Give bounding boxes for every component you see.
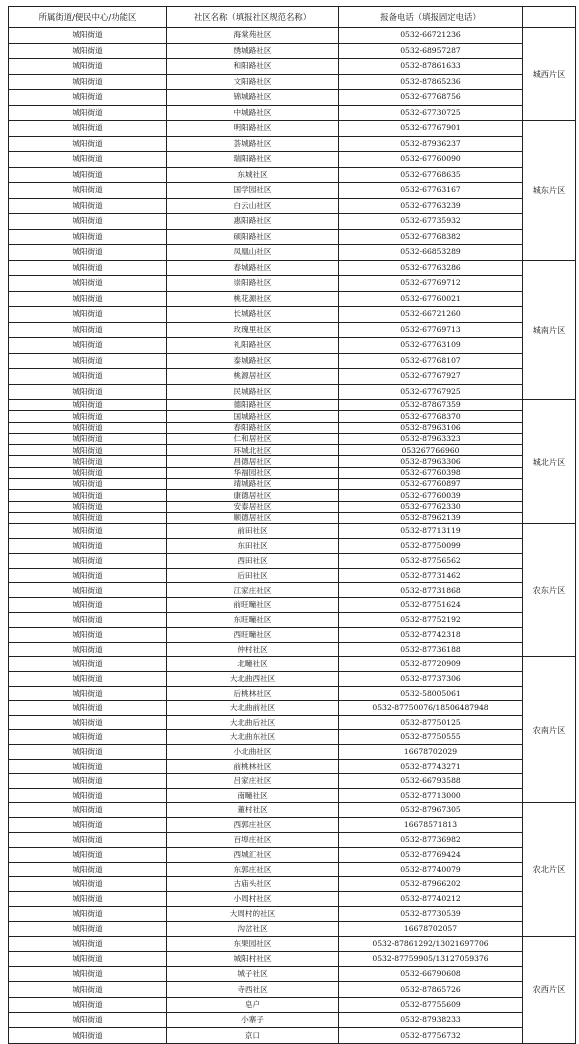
- table-row: [9, 613, 576, 628]
- phone-cell: 053267766960: [339, 445, 523, 456]
- phone-cell: 0532-87752192: [339, 613, 523, 628]
- table-body: [9, 28, 576, 1044]
- street-cell: 城阳街道: [9, 501, 167, 512]
- street-cell: 城阳街道: [9, 400, 167, 411]
- community-cell: 吕家庄社区: [167, 774, 339, 789]
- street-cell: 城阳街道: [9, 433, 167, 444]
- registration-sheet: [8, 6, 575, 1044]
- table-row: [9, 951, 576, 966]
- community-cell: 东城社区: [167, 167, 339, 183]
- street-cell: 城阳街道: [9, 951, 167, 966]
- street-cell: 城阳街道: [9, 105, 167, 121]
- street-cell: 城阳街道: [9, 307, 167, 323]
- table-row: [9, 1028, 576, 1043]
- header-phone: 报备电话（填报固定电话）: [339, 7, 523, 28]
- street-cell: 城阳街道: [9, 198, 167, 214]
- phone-cell: 0532-87867359: [339, 400, 523, 411]
- street-cell: 城阳街道: [9, 877, 167, 892]
- table-row: [9, 43, 576, 59]
- community-cell: 长城路社区: [167, 307, 339, 323]
- community-cell: 东郭庄社区: [167, 862, 339, 877]
- community-cell: 城阳村社区: [167, 951, 339, 966]
- table-row: [9, 307, 576, 323]
- phone-cell: 0532-87963306: [339, 456, 523, 467]
- region-cell: 农南片区: [523, 657, 576, 803]
- street-cell: 城阳街道: [9, 1013, 167, 1028]
- community-cell: 小北曲社区: [167, 745, 339, 760]
- phone-cell: 0532-87740079: [339, 862, 523, 877]
- community-cell: 国城路社区: [167, 411, 339, 422]
- community-cell: 靖城路社区: [167, 479, 339, 490]
- table-row: [9, 642, 576, 657]
- phone-cell: 0532-67760021: [339, 291, 523, 307]
- street-cell: 城阳街道: [9, 730, 167, 745]
- street-cell: 城阳街道: [9, 152, 167, 168]
- phone-cell: 0532-68957287: [339, 43, 523, 59]
- phone-cell: 0532-66853289: [339, 245, 523, 261]
- community-cell: 江家庄社区: [167, 583, 339, 598]
- street-cell: 城阳街道: [9, 183, 167, 199]
- table-row: [9, 512, 576, 523]
- table-row: [9, 774, 576, 789]
- community-cell: 华福园社区: [167, 467, 339, 478]
- table-row: [9, 121, 576, 137]
- phone-cell: 0532-67735932: [339, 214, 523, 230]
- phone-cell: 0532-67768107: [339, 353, 523, 369]
- phone-cell: 0532-87769424: [339, 847, 523, 862]
- phone-cell: 0532-87713000: [339, 788, 523, 803]
- phone-cell: 0532-87967305: [339, 803, 523, 818]
- phone-cell: 0532-87755609: [339, 997, 523, 1012]
- phone-cell: 0532-67767927: [339, 369, 523, 385]
- community-cell: 礼阳路社区: [167, 338, 339, 354]
- community-cell: 和阳路社区: [167, 59, 339, 75]
- street-cell: 城阳街道: [9, 997, 167, 1012]
- table-row: [9, 260, 576, 276]
- table-row: [9, 353, 576, 369]
- table-row: [9, 276, 576, 292]
- street-cell: 城阳街道: [9, 322, 167, 338]
- region-cell: 农北片区: [523, 803, 576, 936]
- community-cell: 大北曲西社区: [167, 672, 339, 687]
- table-row: [9, 422, 576, 433]
- street-cell: 城阳街道: [9, 788, 167, 803]
- phone-cell: 0532-67763239: [339, 198, 523, 214]
- street-cell: 城阳街道: [9, 229, 167, 245]
- table-row: [9, 167, 576, 183]
- street-cell: 城阳街道: [9, 921, 167, 936]
- street-cell: 城阳街道: [9, 982, 167, 997]
- table-row: [9, 90, 576, 106]
- community-cell: 明阳路社区: [167, 121, 339, 137]
- table-row: [9, 291, 576, 307]
- table-row: [9, 229, 576, 245]
- phone-cell: 0532-67767901: [339, 121, 523, 137]
- phone-cell: 0532-87861633: [339, 59, 523, 75]
- table-row: [9, 152, 576, 168]
- table-row: [9, 338, 576, 354]
- street-cell: 城阳街道: [9, 445, 167, 456]
- table-row: [9, 479, 576, 490]
- street-cell: 城阳街道: [9, 167, 167, 183]
- street-cell: 城阳街道: [9, 260, 167, 276]
- community-cell: 北疃社区: [167, 657, 339, 672]
- street-cell: 城阳街道: [9, 411, 167, 422]
- phone-cell: 16678702057: [339, 921, 523, 936]
- phone-cell: 0532-67760897: [339, 479, 523, 490]
- street-cell: 城阳街道: [9, 456, 167, 467]
- phone-cell: 0532-87756562: [339, 553, 523, 568]
- street-cell: 城阳街道: [9, 422, 167, 433]
- table-row: [9, 936, 576, 951]
- street-cell: 城阳街道: [9, 583, 167, 598]
- phone-cell: 0532-87963323: [339, 433, 523, 444]
- phone-cell: 0532-87750076/18506487948: [339, 701, 523, 716]
- phone-cell: 0532-87759905/13127059376: [339, 951, 523, 966]
- region-cell: 城东片区: [523, 121, 576, 261]
- header-row: [9, 7, 576, 28]
- phone-cell: 0532-67760398: [339, 467, 523, 478]
- phone-cell: 0532-87731868: [339, 583, 523, 598]
- community-cell: 皂户: [167, 997, 339, 1012]
- community-cell: 锦城路社区: [167, 90, 339, 106]
- street-cell: 城阳街道: [9, 369, 167, 385]
- community-cell: 西城汇社区: [167, 847, 339, 862]
- community-cell: 硕阳路社区: [167, 229, 339, 245]
- phone-cell: 0532-87865236: [339, 74, 523, 90]
- street-cell: 城阳街道: [9, 568, 167, 583]
- table-row: [9, 384, 576, 400]
- table-row: [9, 490, 576, 501]
- phone-cell: 0532-87750555: [339, 730, 523, 745]
- phone-cell: 0532-67763286: [339, 260, 523, 276]
- street-cell: 城阳街道: [9, 803, 167, 818]
- community-cell: 顺德居社区: [167, 512, 339, 523]
- phone-cell: 0532-87963106: [339, 422, 523, 433]
- street-cell: 城阳街道: [9, 745, 167, 760]
- community-cell: 董村社区: [167, 803, 339, 818]
- street-cell: 城阳街道: [9, 291, 167, 307]
- table-row: [9, 627, 576, 642]
- phone-cell: 0532-87731462: [339, 568, 523, 583]
- phone-cell: 0532-87750099: [339, 539, 523, 554]
- street-cell: 城阳街道: [9, 90, 167, 106]
- community-cell: 中城路社区: [167, 105, 339, 121]
- phone-cell: 0532-87865726: [339, 982, 523, 997]
- street-cell: 城阳街道: [9, 967, 167, 982]
- header-street: 所属街道/便民中心/功能区: [9, 7, 167, 28]
- community-cell: 南疃社区: [167, 788, 339, 803]
- community-cell: 仲村社区: [167, 642, 339, 657]
- street-cell: 城阳街道: [9, 847, 167, 862]
- community-cell: 西郭庄社区: [167, 818, 339, 833]
- phone-cell: 0532-87743271: [339, 759, 523, 774]
- phone-cell: 0532-67763109: [339, 338, 523, 354]
- community-cell: 大北曲前社区: [167, 701, 339, 716]
- street-cell: 城阳街道: [9, 657, 167, 672]
- street-cell: 城阳街道: [9, 276, 167, 292]
- street-cell: 城阳街道: [9, 59, 167, 75]
- table-row: [9, 982, 576, 997]
- phone-cell: 0532-67760090: [339, 152, 523, 168]
- community-cell: 白云山社区: [167, 198, 339, 214]
- community-cell: 东果园社区: [167, 936, 339, 951]
- table-row: [9, 997, 576, 1012]
- table-row: [9, 28, 576, 44]
- community-cell: 前桃林社区: [167, 759, 339, 774]
- phone-cell: 0532-66793588: [339, 774, 523, 789]
- community-cell: 大北曲东社区: [167, 730, 339, 745]
- street-cell: 城阳街道: [9, 384, 167, 400]
- street-cell: 城阳街道: [9, 490, 167, 501]
- community-cell: 寺西社区: [167, 982, 339, 997]
- street-cell: 城阳街道: [9, 479, 167, 490]
- street-cell: 城阳街道: [9, 245, 167, 261]
- phone-cell: 0532-87938233: [339, 1013, 523, 1028]
- region-cell: 城北片区: [523, 400, 576, 524]
- community-cell: 仁和居社区: [167, 433, 339, 444]
- phone-cell: 0532-87720909: [339, 657, 523, 672]
- table-row: [9, 892, 576, 907]
- table-row: [9, 745, 576, 760]
- table-row: [9, 847, 576, 862]
- table-row: [9, 501, 576, 512]
- table-row: [9, 433, 576, 444]
- community-cell: 大北曲后社区: [167, 715, 339, 730]
- region-cell: 城西片区: [523, 28, 576, 121]
- phone-cell: 16678571813: [339, 818, 523, 833]
- phone-cell: 0532-67768370: [339, 411, 523, 422]
- community-cell: 泰城路社区: [167, 353, 339, 369]
- street-cell: 城阳街道: [9, 672, 167, 687]
- table-row: [9, 759, 576, 774]
- table-row: [9, 553, 576, 568]
- street-cell: 城阳街道: [9, 28, 167, 44]
- table-row: [9, 598, 576, 613]
- community-cell: 百埠庄社区: [167, 832, 339, 847]
- community-cell: 大周村的社区: [167, 906, 339, 921]
- community-cell: 桃源居社区: [167, 369, 339, 385]
- community-cell: 国学园社区: [167, 183, 339, 199]
- community-cell: 春城路社区: [167, 260, 339, 276]
- table-row: [9, 183, 576, 199]
- table-row: [9, 400, 576, 411]
- community-cell: 民城路社区: [167, 384, 339, 400]
- table-row: [9, 967, 576, 982]
- region-cell: 城南片区: [523, 260, 576, 400]
- community-cell: 环城北社区: [167, 445, 339, 456]
- community-cell: 安泰居社区: [167, 501, 339, 512]
- table-row: [9, 877, 576, 892]
- street-cell: 城阳街道: [9, 862, 167, 877]
- table-row: [9, 456, 576, 467]
- community-cell: 文阳路社区: [167, 74, 339, 90]
- phone-cell: 0532-67762330: [339, 501, 523, 512]
- table-row: [9, 862, 576, 877]
- community-cell: 小寨子: [167, 1013, 339, 1028]
- table-row: [9, 657, 576, 672]
- street-cell: 城阳街道: [9, 539, 167, 554]
- region-cell: 农东片区: [523, 524, 576, 657]
- street-cell: 城阳街道: [9, 906, 167, 921]
- table-row: [9, 136, 576, 152]
- community-cell: 沟岔社区: [167, 921, 339, 936]
- phone-cell: 0532-87962139: [339, 512, 523, 523]
- phone-cell: 0532-67768756: [339, 90, 523, 106]
- community-cell: 绣城路社区: [167, 43, 339, 59]
- phone-cell: 0532-67763167: [339, 183, 523, 199]
- phone-cell: 0532-67730725: [339, 105, 523, 121]
- table-row: [9, 715, 576, 730]
- street-cell: 城阳街道: [9, 467, 167, 478]
- table-row: [9, 539, 576, 554]
- phone-cell: 0532-87756732: [339, 1028, 523, 1043]
- street-cell: 城阳街道: [9, 512, 167, 523]
- street-cell: 城阳街道: [9, 136, 167, 152]
- community-cell: 京口: [167, 1028, 339, 1043]
- phone-cell: 0532-67769713: [339, 322, 523, 338]
- table-row: [9, 730, 576, 745]
- phone-cell: 0532-67767925: [339, 384, 523, 400]
- table-row: [9, 445, 576, 456]
- phone-cell: 0532-87736188: [339, 642, 523, 657]
- phone-cell: 0532-58005061: [339, 686, 523, 701]
- region-cell: 农西片区: [523, 936, 576, 1043]
- table-row: [9, 583, 576, 598]
- community-cell: 荟城路社区: [167, 136, 339, 152]
- street-cell: 城阳街道: [9, 214, 167, 230]
- header-region: [523, 7, 576, 28]
- table-row: [9, 467, 576, 478]
- community-cell: 德阳路社区: [167, 400, 339, 411]
- street-cell: 城阳街道: [9, 43, 167, 59]
- table-row: [9, 568, 576, 583]
- community-cell: 城子社区: [167, 967, 339, 982]
- header-community: 社区名称（填报社区规范名称）: [167, 7, 339, 28]
- table-row: [9, 818, 576, 833]
- street-cell: 城阳街道: [9, 74, 167, 90]
- street-cell: 城阳街道: [9, 353, 167, 369]
- phone-cell: 16678702029: [339, 745, 523, 760]
- street-cell: 城阳街道: [9, 598, 167, 613]
- table-row: [9, 214, 576, 230]
- table-row: [9, 245, 576, 261]
- table-row: [9, 322, 576, 338]
- community-cell: 后田社区: [167, 568, 339, 583]
- table-row: [9, 1013, 576, 1028]
- community-cell: 后桃林社区: [167, 686, 339, 701]
- phone-cell: 0532-87736982: [339, 832, 523, 847]
- phone-cell: 0532-67768635: [339, 167, 523, 183]
- phone-cell: 0532-67768382: [339, 229, 523, 245]
- table-row: [9, 524, 576, 539]
- street-cell: 城阳街道: [9, 686, 167, 701]
- street-cell: 城阳街道: [9, 338, 167, 354]
- street-cell: 城阳街道: [9, 553, 167, 568]
- street-cell: 城阳街道: [9, 121, 167, 137]
- community-cell: 康德居社区: [167, 490, 339, 501]
- community-phone-table: [8, 6, 576, 1044]
- phone-cell: 0532-87936237: [339, 136, 523, 152]
- community-cell: 昌德居社区: [167, 456, 339, 467]
- phone-cell: 0532-87966202: [339, 877, 523, 892]
- street-cell: 城阳街道: [9, 627, 167, 642]
- street-cell: 城阳街道: [9, 715, 167, 730]
- community-cell: 古庙头社区: [167, 877, 339, 892]
- phone-cell: 0532-87742318: [339, 627, 523, 642]
- phone-cell: 0532-66790608: [339, 967, 523, 982]
- phone-cell: 0532-87730539: [339, 906, 523, 921]
- street-cell: 城阳街道: [9, 818, 167, 833]
- street-cell: 城阳街道: [9, 1028, 167, 1043]
- street-cell: 城阳街道: [9, 524, 167, 539]
- table-row: [9, 672, 576, 687]
- community-cell: 崇阳路社区: [167, 276, 339, 292]
- table-row: [9, 411, 576, 422]
- community-cell: 东田社区: [167, 539, 339, 554]
- community-cell: 前田社区: [167, 524, 339, 539]
- street-cell: 城阳街道: [9, 832, 167, 847]
- community-cell: 东旺疃社区: [167, 613, 339, 628]
- phone-cell: 0532-87750125: [339, 715, 523, 730]
- table-row: [9, 105, 576, 121]
- table-row: [9, 906, 576, 921]
- table-row: [9, 198, 576, 214]
- table-row: [9, 686, 576, 701]
- community-cell: 玫瑰里社区: [167, 322, 339, 338]
- phone-cell: 0532-87861292/13021697706: [339, 936, 523, 951]
- community-cell: 惠阳路社区: [167, 214, 339, 230]
- table-row: [9, 74, 576, 90]
- phone-cell: 0532-66721236: [339, 28, 523, 44]
- table-row: [9, 921, 576, 936]
- table-row: [9, 59, 576, 75]
- table-row: [9, 369, 576, 385]
- phone-cell: 0532-67760039: [339, 490, 523, 501]
- table-row: [9, 788, 576, 803]
- phone-cell: 0532-87740212: [339, 892, 523, 907]
- community-cell: 海棠苑社区: [167, 28, 339, 44]
- community-cell: 凤凰山社区: [167, 245, 339, 261]
- street-cell: 城阳街道: [9, 936, 167, 951]
- community-cell: 西田社区: [167, 553, 339, 568]
- street-cell: 城阳街道: [9, 892, 167, 907]
- community-cell: 春阳路社区: [167, 422, 339, 433]
- phone-cell: 0532-87751624: [339, 598, 523, 613]
- street-cell: 城阳街道: [9, 613, 167, 628]
- phone-cell: 0532-67769712: [339, 276, 523, 292]
- table-row: [9, 832, 576, 847]
- community-cell: 桃花源社区: [167, 291, 339, 307]
- phone-cell: 0532-66721260: [339, 307, 523, 323]
- community-cell: 瑞阳路社区: [167, 152, 339, 168]
- community-cell: 前旺疃社区: [167, 598, 339, 613]
- table-row: [9, 803, 576, 818]
- street-cell: 城阳街道: [9, 701, 167, 716]
- table-row: [9, 701, 576, 716]
- community-cell: 西旺疃社区: [167, 627, 339, 642]
- street-cell: 城阳街道: [9, 774, 167, 789]
- community-cell: 小周村社区: [167, 892, 339, 907]
- street-cell: 城阳街道: [9, 759, 167, 774]
- phone-cell: 0532-87737306: [339, 672, 523, 687]
- phone-cell: 0532-87713119: [339, 524, 523, 539]
- street-cell: 城阳街道: [9, 642, 167, 657]
